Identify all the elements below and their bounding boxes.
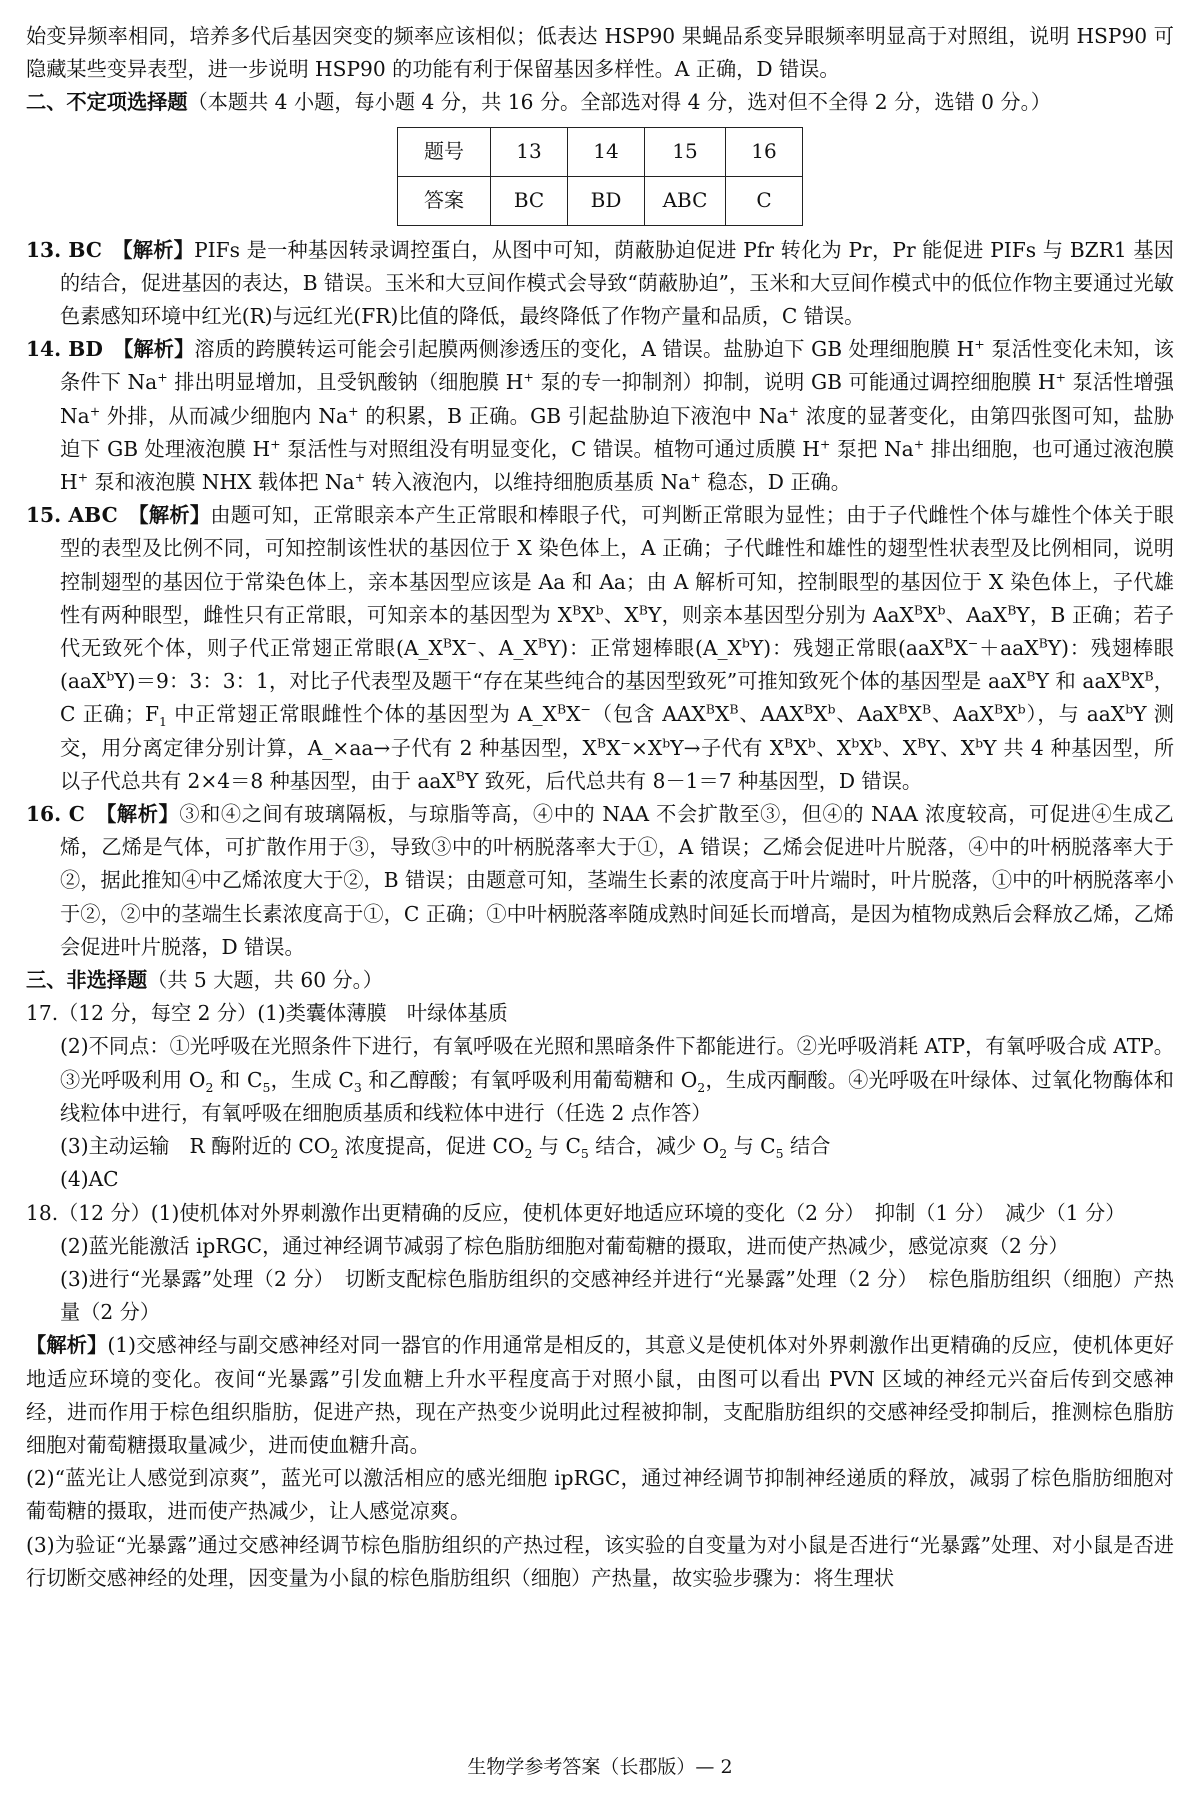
q15-explanation: 15. ABC 【解析】由题可知，正常眼亲本产生正常眼和棒眼子代，可判断正常眼为显性；由于子代雌性个体与雄性个体关于眼型的表型及比例不同，可知控制该性状的基因位于 X 染色体上，A 正确；子代雌性和雄性的翅型性状表型及比例相同，说明控制翅型的基因位于常染色体上，亲本基因型应该是 Aa 和 Aa；由 A 解析可知，控制眼型的基因位于 X 染色体上，子代雄性有两种眼型，雌性只有正常眼，可知亲本的基因型为 $X^BX^b$、$X^BY$，则亲本基因型分别为 $AaX^BX^b$、AaX$^B$Y，B 正确；若子代无致死个体，则子代正常翅正常眼($A\_X^BX^-$、$A\_X^BY$)：正常翅棒眼$(A\_X^bY)$：残翅正常眼(aaX$^B$X−＋aaX$^B$Y)：残翅棒眼(aaX$^b$Y)＝9：3：3：1，对比子代表型及题干“存在某些纯合的基因型致死”可推知致死个体的基因型是 aaX$^B$Y 和 $aaX^BX^B$，C 正确；$F_1$ 中正常翅正常眼雌性个体的基因型为 $A\_X^BX^-$（包含 $AAX^BX^B$、$AAX^BX^b$、$AaX^BX^B$、$AaX^BX^b$），与 aaX$^b$Y 测交，用分离定律分别计算，A_×aa→子代有 2 种基因型，$X^BX^-\times X^bY\to$子代有 $X^BX^b$、$X^bX^b$、$X^BY$、$X^bY$ 共 4 种基因型，所以子代总共有 2×4＝8 种基因型，由于 aaX$^B$Y 致死，后代总共有 8－1＝7 种基因型，D 错误。	[26, 503, 1175, 793]
q15-text: ，则亲本基因型分别为	[661, 602, 873, 627]
q13-text: PIFs 是一种基因转录调控蛋白，从图中可知，荫蔽胁迫促进 Pfr 转化为 Pr，Pr 能促进 PIFs 与 BZR1 基因的结合，促进基因的表达，B 错误。玉米和大豆间作模式会导致“荫蔽胁迫”，玉米和大豆间作模式中的低位作物主要通过光敏色素感知环境中红光(R)与远红光(FR)比值的降低，最终降低了作物产量和品质，C 错误。	[60, 237, 1174, 329]
q15-text: 由题可知，正常眼亲本产生正常眼和棒眼子代，可判断正常眼为显性；由于子代雌性个体与雄性个体关于眼型的表型及比例不同，可知控制该性状的基因位于 X 染色体上，A 正确；子代雌性和雄性的翅型性状表型及比例相同，说明控制翅型的基因位于常染色体上，亲本基因型应该是 Aa 和 Aa；由 A 解析可知，控制眼型的基因位于 X 染色体上，子代雄性有两种眼型，雌性只有正常眼，可知亲本的基因型为	[60, 503, 1174, 627]
q14-text: 的积累，B 正确。GB 引起盐胁迫下液泡中 Na	[358, 403, 789, 428]
header-label-cell: 题号	[398, 127, 491, 176]
q15-text: →子代有	[683, 735, 770, 760]
q15-text: ），与	[1025, 702, 1087, 727]
q17-text: 与 C	[727, 1134, 776, 1159]
answer-label-cell: 答案	[398, 176, 491, 225]
answer-cell: BC	[491, 176, 568, 225]
q18-part-3: (3)进行“光暴露”处理（2 分） 切断支配棕色脂肪组织的交感神经并进行“光暴露”处理（2 分） 棕色脂肪组织（细胞）产热量（2 分）	[60, 1266, 1174, 1325]
q16-head: 16. C 【解析】	[26, 802, 180, 827]
answer-cell: BD	[568, 176, 645, 225]
analysis-part-1	[26, 1329, 1174, 1462]
q17-line-1: 17.（12 分，每空 2 分）(1)类囊体薄膜 叶绿体基质	[26, 1001, 508, 1026]
q15-text: 共 4 种基因型，所以子代总共有 2×4＝8 种基因型，由于	[60, 735, 1175, 793]
q14-text: 转入液泡内，以维持细胞质基质 Na	[365, 470, 691, 495]
q14-text: 泵活性增强 Na	[60, 370, 1174, 428]
q17-text: 与 C	[532, 1134, 581, 1159]
q14-text: 外排，从而减少细胞内 Na	[100, 403, 349, 428]
answer-cell: C	[726, 176, 803, 225]
q15-head: 15. ABC 【解析】	[26, 503, 211, 528]
q14-text: 浓度的显著变化，由第四张图可知，盐胁迫下 GB 处理液泡膜 H	[60, 403, 1174, 461]
q17-text: 和 C	[213, 1067, 263, 1092]
section-2-note: （本题共 4 小题，每小题 4 分，共 16 分。全部选对得 4 分，选对但不全得 2 分，选错 0 分。）	[187, 90, 1051, 115]
q15-text: ：残翅棒眼	[1069, 636, 1174, 661]
section-3-note: （共 5 大题，共 60 分。）	[147, 968, 383, 993]
q14-text: 溶质的跨膜转运可能会引起膜两侧渗透压的变化，A 错误。盐胁迫下 GB 处理细胞膜 H	[194, 337, 975, 362]
q15-text: ：残翅正常眼	[771, 636, 898, 661]
q15-text: 测交，用分离定律分别计算，A_×aa→子代有 2 种基因型，	[60, 702, 1174, 760]
q14-explanation: 14. BD 【解析】溶质的跨膜转运可能会引起膜两侧渗透压的变化，A 错误。盐胁迫下 GB 处理细胞膜 H+ 泵活性变化未知，该条件下 Na+ 排出明显增加，且受钒酸钠（细胞膜 H+ 泵的专一抑制剂）抑制，说明 GB 可能通过调控细胞膜 H+ 泵活性增强 Na+ 外排，从而减少细胞内 Na+ 的积累，B 正确。GB 引起盐胁迫下液泡中 Na+ 浓度的显著变化，由第四张图可知，盐胁迫下 GB 处理液泡膜 H+ 泵活性与对照组没有明显变化，C 错误。植物可通过质膜 H+ 泵把 Na+ 排出细胞，也可通过液泡膜 H+ 泵和液泡膜 NHX 载体把 Na+ 转入液泡内，以维持细胞质基质 Na+ 稳态，D 正确。	[26, 336, 1175, 495]
q15-text: ，B 正确；若子代无致死个体，则子代正常翅正常眼	[60, 602, 1174, 661]
q14-text: 泵活性与对照组没有明显变化，C 错误。植物可通过质膜 H	[280, 436, 820, 461]
q15-text: 中正常翅正常眼雌性个体的基因型为	[166, 702, 518, 727]
section-3-title: 三、非选择题	[26, 968, 148, 993]
q18-part-2: (2)蓝光能激活 ipRGC，通过神经调节减弱了棕色脂肪细胞对葡萄糖的摄取，进而使产热减少，感觉凉爽（2 分）	[60, 1233, 1069, 1258]
page-footer: 生物学参考答案（长郡版）— 2	[467, 1756, 733, 1778]
q17-text: ，生成丙酮酸。④光呼吸在叶绿体、过氧化物酶体和线粒体中进行，有氧呼吸在细胞质基质和线粒体中进行（任选 2 点作答）	[60, 1067, 1174, 1125]
q15-text: 致死，后代总共有 8－1＝7 种基因型，D 错误。	[478, 768, 923, 793]
q14-text: 稳态，D 正确。	[700, 470, 851, 495]
q17-text: (2)不同点：①光呼吸在光照条件下进行，有氧呼吸在光照和黑暗条件下都能进行。②光呼吸消耗 ATP，有氧呼吸合成 ATP。③光呼吸利用 O	[60, 1034, 1174, 1092]
q14-text: 泵把 Na	[830, 436, 914, 461]
analysis-head: 【解析】	[26, 1333, 108, 1358]
q17-part-3: (3)主动运输 R 酶附近的 $CO_2$ 浓度提高，促进 $CO_2$ 与 $C_5$ 结合，减少 $O_2$ 与 $C_5$ 结合	[60, 1134, 831, 1162]
number-cell: 14	[568, 127, 645, 176]
section-3-heading	[26, 964, 1174, 997]
q15-text: （包含	[591, 702, 663, 727]
answer-cell: ABC	[645, 176, 726, 225]
q14-head: 14. BD 【解析】	[26, 337, 195, 362]
section-2-title: 二、不定项选择题	[26, 90, 188, 115]
intro-paragraph: 始变异频率相同，培养多代后基因突变的频率应该相似；低表达 HSP90 果蝇品系变异眼频率明显高于对照组，说明 HSP90 可隐藏某些变异表型，进一步说明 HSP90 的功能有利于保留基因多样性。A 正确，D 错误。	[26, 24, 1174, 82]
q17-text: 结合，减少 O	[588, 1134, 720, 1159]
q16-explanation	[26, 798, 1174, 964]
analysis-part-3: (3)为验证“光暴露”通过交感神经调节棕色脂肪组织的产热过程，该实验的自变量为对小鼠是否进行“光暴露”处理、对小鼠是否进行切断交感神经的处理，因变量为小鼠的棕色脂肪组织（细胞）产热量，故实验步骤为：将生理状	[26, 1532, 1174, 1590]
q14-text: 泵活性变化未知，该条件下 Na	[60, 337, 1174, 395]
q17-text: 浓度提高，促进 CO	[338, 1134, 525, 1159]
number-cell: 15	[645, 127, 726, 176]
section-2-heading	[26, 86, 1174, 119]
q13-head: 13. BC 【解析】	[26, 237, 195, 262]
q15-text: ：正常翅棒眼	[568, 636, 695, 661]
q14-text: 排出细胞，也可通过液泡膜 H	[60, 436, 1175, 495]
q13-explanation	[26, 234, 1174, 334]
q17-part-4: (4)AC	[60, 1167, 119, 1192]
q17-text: ，生成 C	[270, 1067, 354, 1092]
q17-part-2: (2)不同点：①光呼吸在光照条件下进行，有氧呼吸在光照和黑暗条件下都能进行。②光呼吸消耗 ATP，有氧呼吸合成 ATP。③光呼吸利用 $O_2$ 和 $C_5$，生成 $C_3$ 和乙醇酸；有氧呼吸利用葡萄糖和 $O_2$，生成丙酮酸。④光呼吸在叶绿体、过氧化物酶体和线粒体中进行，有氧呼吸在细胞质基质和线粒体中进行（任选 2 点作答）	[60, 1034, 1174, 1125]
q17-text: 和乙醇酸；有氧呼吸利用葡萄糖和 O	[361, 1067, 698, 1092]
q16-text: ③和④之间有玻璃隔板，与琼脂等高，④中的 NAA 不会扩散至③，但④的 NAA 浓度较高，可促进④生成乙烯，乙烯是气体，可扩散作用于③，导致③中的叶柄脱落率大于①，A 错误；乙烯会促进叶片脱落，④中的叶柄脱落率大于②，据此推知④中乙烯浓度大于②，B 错误；由题意可知，茎端生长素的浓度高于叶片端时，叶片脱落，①中的叶柄脱落率小于②，②中的茎端生长素浓度高于①，C 正确；①中叶柄脱落率随成熟时间延长而增高，是因为植物成熟后会释放乙烯，乙烯会促进叶片脱落，D 错误。	[60, 802, 1174, 959]
answer-table	[397, 127, 803, 226]
analysis-text: (1)交感神经与副交感神经对同一器官的作用通常是相反的，其意义是使机体对外界刺激作出更精确的反应，使机体更好地适应环境的变化。夜间“光暴露”引发血糖上升水平程度高于对照小鼠，由图可以看出 PVN 区域的神经元兴奋后传到交感神经，进而作用于棕色组织脂肪，促进产热，现在产热变少说明此过程被抑制，支配脂肪组织的交感神经受抑制后，推测棕色脂肪细胞对葡萄糖摄取量减少，进而使血糖升高。	[26, 1333, 1174, 1457]
q17-text: 结合	[783, 1134, 831, 1159]
q15-text: ，C 正确；F	[60, 669, 1174, 727]
answer-table-row-answers	[398, 176, 803, 225]
q14-text: 泵的专一抑制剂）抑制，说明 GB 可能通过调控细胞膜 H	[533, 370, 1056, 395]
answer-table-row-numbers	[398, 127, 803, 176]
q17-text: (3)主动运输 R 酶附近的 CO	[60, 1134, 331, 1159]
number-cell: 13	[491, 127, 568, 176]
q14-text: 泵和液泡膜 NHX 载体把 Na	[88, 470, 355, 495]
number-cell: 16	[726, 127, 803, 176]
q18-part-1: 18.（12 分）(1)使机体对外界刺激作出更精确的反应，使机体更好地适应环境的变化（2 分） 抑制（1 分） 减少（1 分）	[26, 1200, 1126, 1225]
q15-text: ＝9：3：3：1，对比子代表型及题干“存在某些纯合的基因型致死”可推知致死个体的基因型是	[135, 669, 988, 694]
q14-text: 排出明显增加，且受钒酸钠（细胞膜 H	[167, 370, 524, 395]
analysis-part-2: (2)“蓝光让人感觉到凉爽”，蓝光可以激活相应的感光细胞 ipRGC，通过神经调节抑制神经递质的释放，减弱了棕色脂肪细胞对葡萄糖的摄取，进而使产热减少，让人感觉凉爽。	[26, 1466, 1174, 1524]
